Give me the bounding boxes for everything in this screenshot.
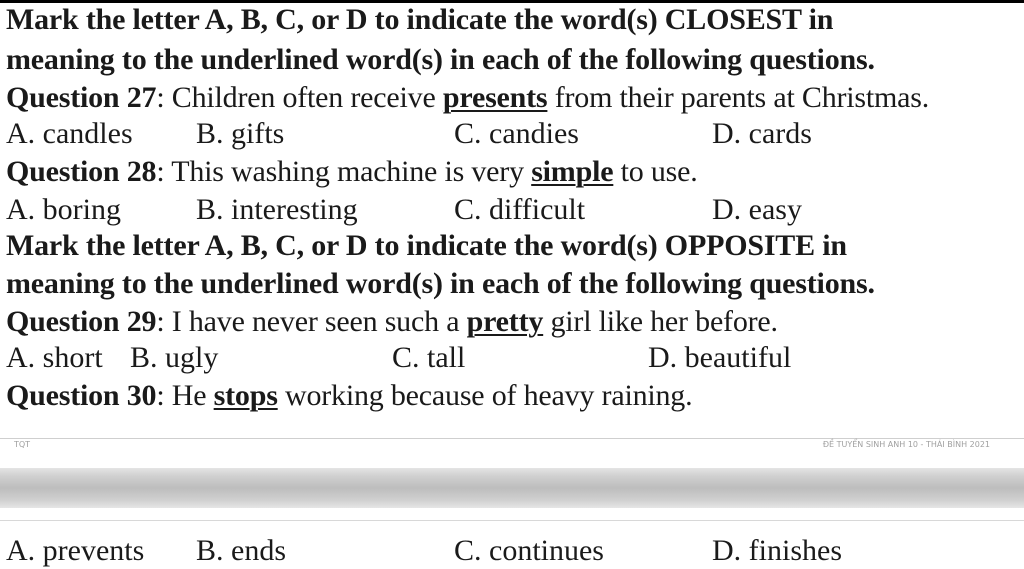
underlined-word: presents [442, 81, 548, 114]
instruction-closest: Mark the letter A, B, C, or D to indicate the word(s) CLOSEST in [6, 3, 834, 36]
option-c[interactable]: C. tall [392, 341, 466, 374]
question-29 [6, 304, 778, 340]
option-a[interactable]: A. prevents [6, 534, 145, 567]
instruction-opposite-cont: meaning to the underlined word(s) in each of the following questions. [6, 267, 875, 300]
option-d[interactable]: D. cards [712, 117, 812, 150]
option-b[interactable]: B. ends [196, 534, 286, 567]
underlined-word: stops [213, 379, 278, 412]
option-c[interactable]: C. difficult [454, 193, 586, 226]
page-break-band [0, 468, 1024, 508]
question-label: Question 27 [6, 81, 157, 114]
question-text-before: : He [156, 379, 214, 412]
question-text-before: : This washing machine is very [156, 155, 532, 188]
footer-left-text: TQT [14, 440, 31, 449]
option-d[interactable]: D. finishes [712, 534, 842, 567]
option-c[interactable]: C. continues [454, 534, 604, 567]
underlined-word: pretty [466, 305, 544, 338]
question-label: Question 29 [6, 305, 157, 338]
question-27 [6, 80, 929, 116]
next-page-top-rule [0, 520, 1024, 521]
question-text-before: : I have never seen such a [156, 305, 467, 338]
option-c[interactable]: C. candies [454, 117, 579, 150]
footer-right-text: ĐỀ TUYỂN SINH ANH 10 - THÁI BÌNH 2021 [822, 440, 990, 449]
option-b[interactable]: B. gifts [196, 117, 285, 150]
question-text-after: to use. [613, 155, 698, 188]
option-d[interactable]: D. easy [712, 193, 802, 226]
question-text-after: girl like her before. [543, 305, 778, 338]
question-label: Question 28 [6, 155, 157, 188]
instruction-opposite: Mark the letter A, B, C, or D to indicate the word(s) OPPOSITE in [6, 229, 847, 262]
question-30 [6, 378, 692, 414]
option-d[interactable]: D. beautiful [648, 341, 792, 374]
question-label: Question 30 [6, 379, 157, 412]
question-28 [6, 154, 698, 190]
instruction-closest-cont: meaning to the underlined word(s) in each of the following questions. [6, 43, 875, 76]
question-text-after: from their parents at Christmas. [547, 81, 930, 114]
underlined-word: simple [531, 155, 614, 188]
question-text-before: : Children often receive [156, 81, 443, 114]
question-text-after: working because of heavy raining. [277, 379, 693, 412]
option-a[interactable]: A. candles [6, 117, 133, 150]
option-a[interactable]: A. short [6, 341, 103, 374]
option-b[interactable]: B. ugly [130, 341, 219, 374]
option-a[interactable]: A. boring [6, 193, 121, 226]
option-b[interactable]: B. interesting [196, 193, 358, 226]
